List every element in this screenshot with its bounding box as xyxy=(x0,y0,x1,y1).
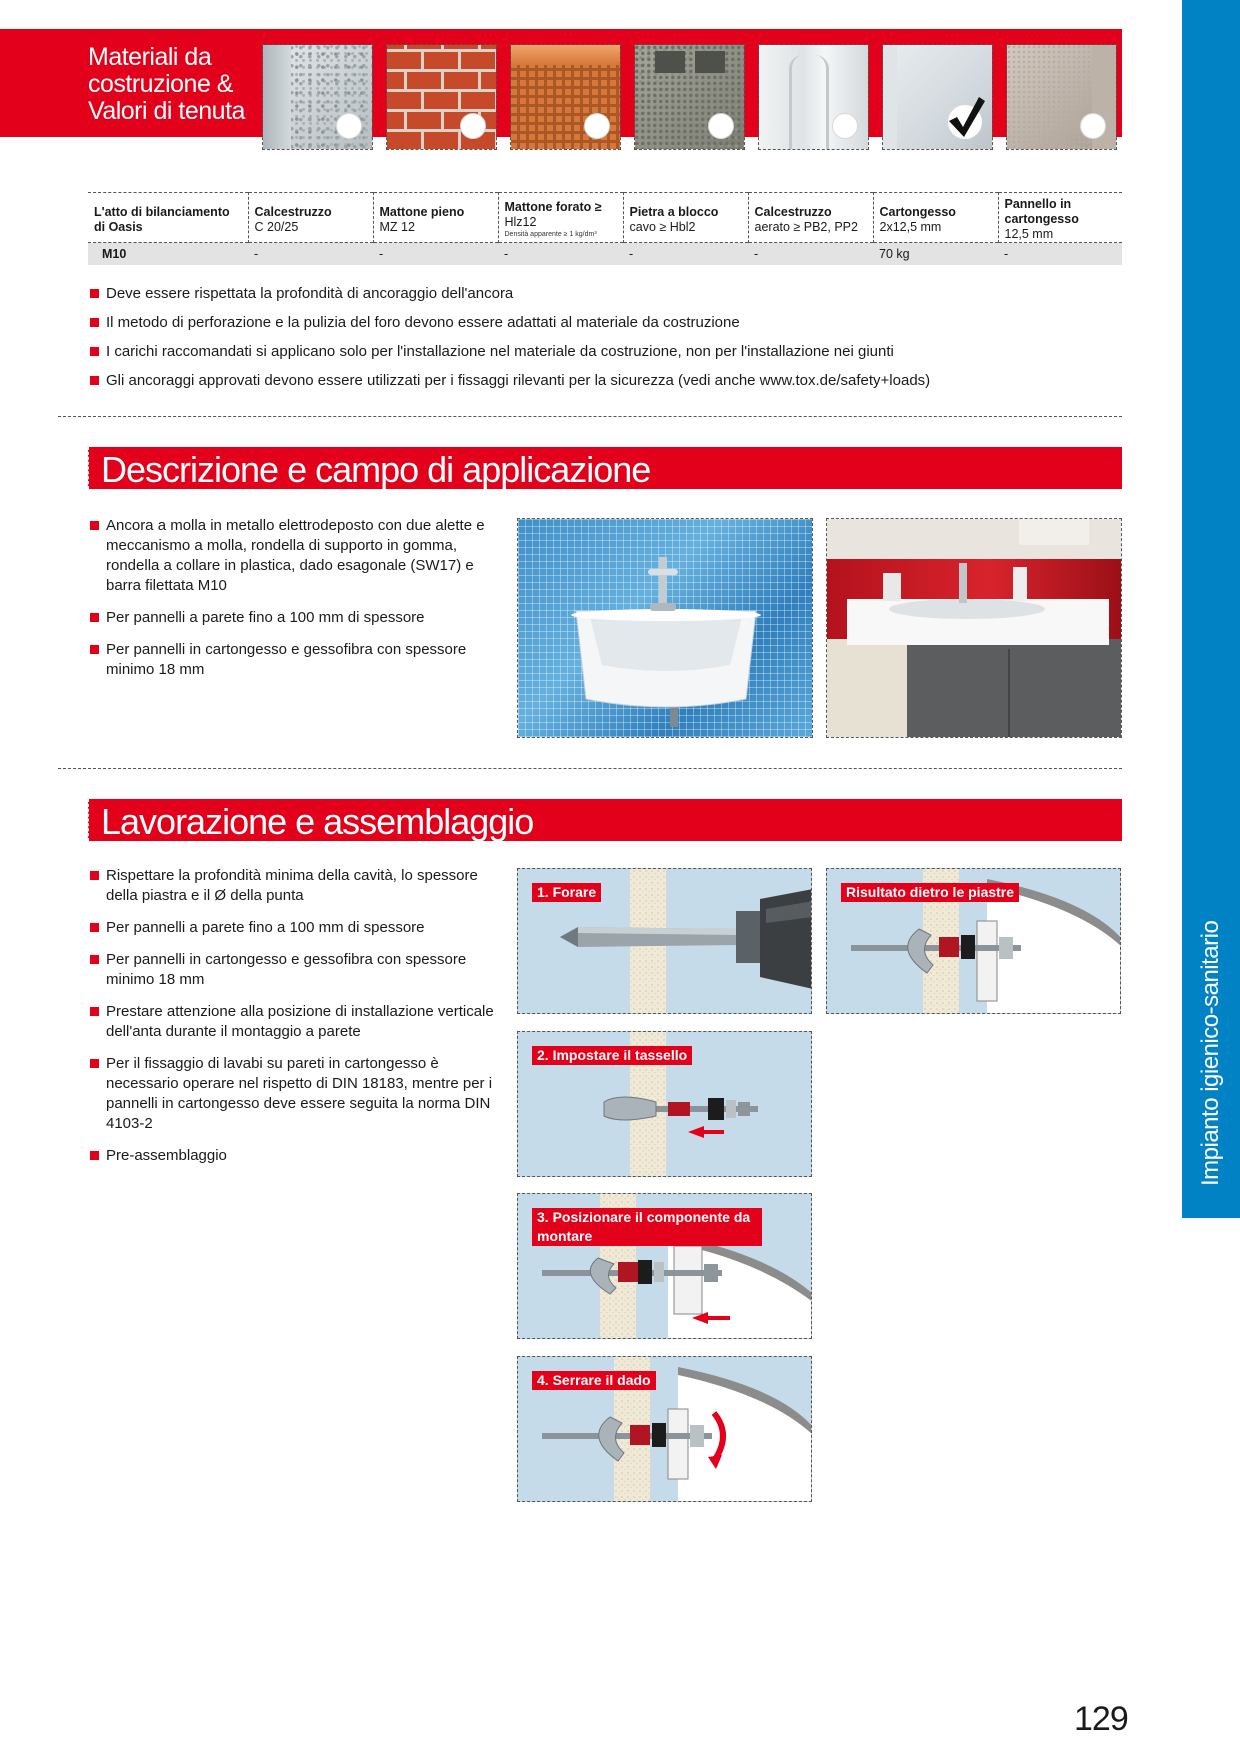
mattone-pieno-icon xyxy=(386,44,497,150)
check-icon xyxy=(948,105,982,139)
table-cell: - xyxy=(373,243,498,265)
photo-vanity-sink xyxy=(826,518,1122,738)
section-title-text: Descrizione e campo di applicazione xyxy=(101,449,651,490)
table-cell: - xyxy=(498,243,623,265)
step-label: Risultato dietro le piastre xyxy=(841,883,1019,902)
divider xyxy=(58,416,1122,417)
calcestruzzo-icon xyxy=(262,44,373,150)
table-cell: M10 xyxy=(88,243,248,265)
table-header-cell: L'atto di bilanciamento di Oasis xyxy=(94,204,230,234)
step-set-anchor xyxy=(517,1031,812,1177)
page-number: 129 xyxy=(1074,1700,1128,1738)
description-list xyxy=(88,516,508,692)
step-tighten-nut xyxy=(517,1356,812,1502)
section-title-assembly xyxy=(88,799,1122,841)
list-item: Rispettare la profondità minima della cavità, lo spessore della piastra e il Ø della punta xyxy=(88,866,508,906)
list-item: Prestare attenzione alla posizione di installazione verticale dell'anta durante il montaggio a parete xyxy=(88,1002,508,1042)
list-item: Per il fissaggio di lavabi su pareti in cartongesso è necessario operare nel rispetto di DIN 18183, mentre per i pannelli in cartongesso deve essere seguita la norma DIN 4103-2 xyxy=(88,1054,508,1134)
table-header-cell: Calcestruzzo aerato ≥ PB2, PP2 xyxy=(748,193,873,243)
header-title-line: Valori di tenuta xyxy=(88,97,245,125)
load-table xyxy=(88,192,1122,265)
table-header-cell: Cartongesso 2x12,5 mm xyxy=(873,193,998,243)
table-cell: - xyxy=(248,243,373,265)
step-label: 3. Posizionare il componente da montare xyxy=(532,1208,762,1246)
side-tab-label: Impianto igienico-sanitario xyxy=(1197,920,1224,1186)
table-header-cell: Mattone pieno MZ 12 xyxy=(373,193,498,243)
header-title-line: costruzione & xyxy=(88,70,233,98)
notes-list xyxy=(88,284,1118,400)
pannello-cartongesso-icon xyxy=(1006,44,1117,150)
mattone-forato-icon xyxy=(510,44,621,150)
section-title-description xyxy=(88,447,1122,489)
step-position-component xyxy=(517,1193,812,1339)
list-item: Per pannelli in cartongesso e gessofibra con spessore minimo 18 mm xyxy=(88,950,508,990)
table-header-row xyxy=(88,193,1122,243)
assembly-list xyxy=(88,866,508,1178)
list-item: Pre-assemblaggio xyxy=(88,1146,508,1166)
step-drill xyxy=(517,868,812,1014)
side-tab-label-box xyxy=(1182,886,1240,1186)
step-label: 4. Serrare il dado xyxy=(532,1371,656,1390)
table-header-cell: Pietra a blocco cavo ≥ Hbl2 xyxy=(623,193,748,243)
list-item: Per pannelli a parete fino a 100 mm di spessore xyxy=(88,918,508,938)
list-item: Ancora a molla in metallo elettrodeposto con due alette e meccanismo a molla, rondella di supporto in gomma, rondella a collare in plastica, dado esagonale (SW17) e barra filettata M10 xyxy=(88,516,508,596)
header-title-line: Materiali da xyxy=(88,43,212,71)
section-title-text: Lavorazione e assemblaggio xyxy=(101,801,534,842)
list-item: I carichi raccomandati si applicano solo per l'installazione nel materiale da costruzione, non per l'installazione nei giunti xyxy=(88,342,1118,362)
photo-wall-sink xyxy=(517,518,813,738)
table-header-cell: Mattone forato ≥ Hlz12 Densità apparente ≥ 1 kg/dm³ xyxy=(498,193,623,243)
list-item: Gli ancoraggi approvati devono essere utilizzati per i fissaggi rilevanti per la sicurezza (vedi anche www.tox.de/safety+loads) xyxy=(88,371,1118,391)
pietra-a-blocco-icon xyxy=(634,44,745,150)
header-title xyxy=(88,44,258,125)
result-behind-plates xyxy=(826,868,1121,1014)
table-cell: - xyxy=(623,243,748,265)
cartongesso-icon xyxy=(882,44,993,150)
list-item: Il metodo di perforazione e la pulizia del foro devono essere adattati al materiale da costruzione xyxy=(88,313,1118,333)
calcestruzzo-aerato-icon xyxy=(758,44,869,150)
divider xyxy=(58,768,1122,769)
table-row xyxy=(88,243,1122,265)
table-header-cell: Pannello in cartongesso 12,5 mm xyxy=(998,193,1122,243)
table-header-cell: Calcestruzzo C 20/25 xyxy=(248,193,373,243)
list-item: Per pannelli in cartongesso e gessofibra con spessore minimo 18 mm xyxy=(88,640,508,680)
list-item: Deve essere rispettata la profondità di ancoraggio dell'ancora xyxy=(88,284,1118,304)
table-cell: - xyxy=(998,243,1122,265)
step-label: 2. Impostare il tassello xyxy=(532,1046,692,1065)
list-item: Per pannelli a parete fino a 100 mm di spessore xyxy=(88,608,508,628)
step-label: 1. Forare xyxy=(532,883,601,902)
table-cell: - xyxy=(748,243,873,265)
table-cell: 70 kg xyxy=(873,243,998,265)
